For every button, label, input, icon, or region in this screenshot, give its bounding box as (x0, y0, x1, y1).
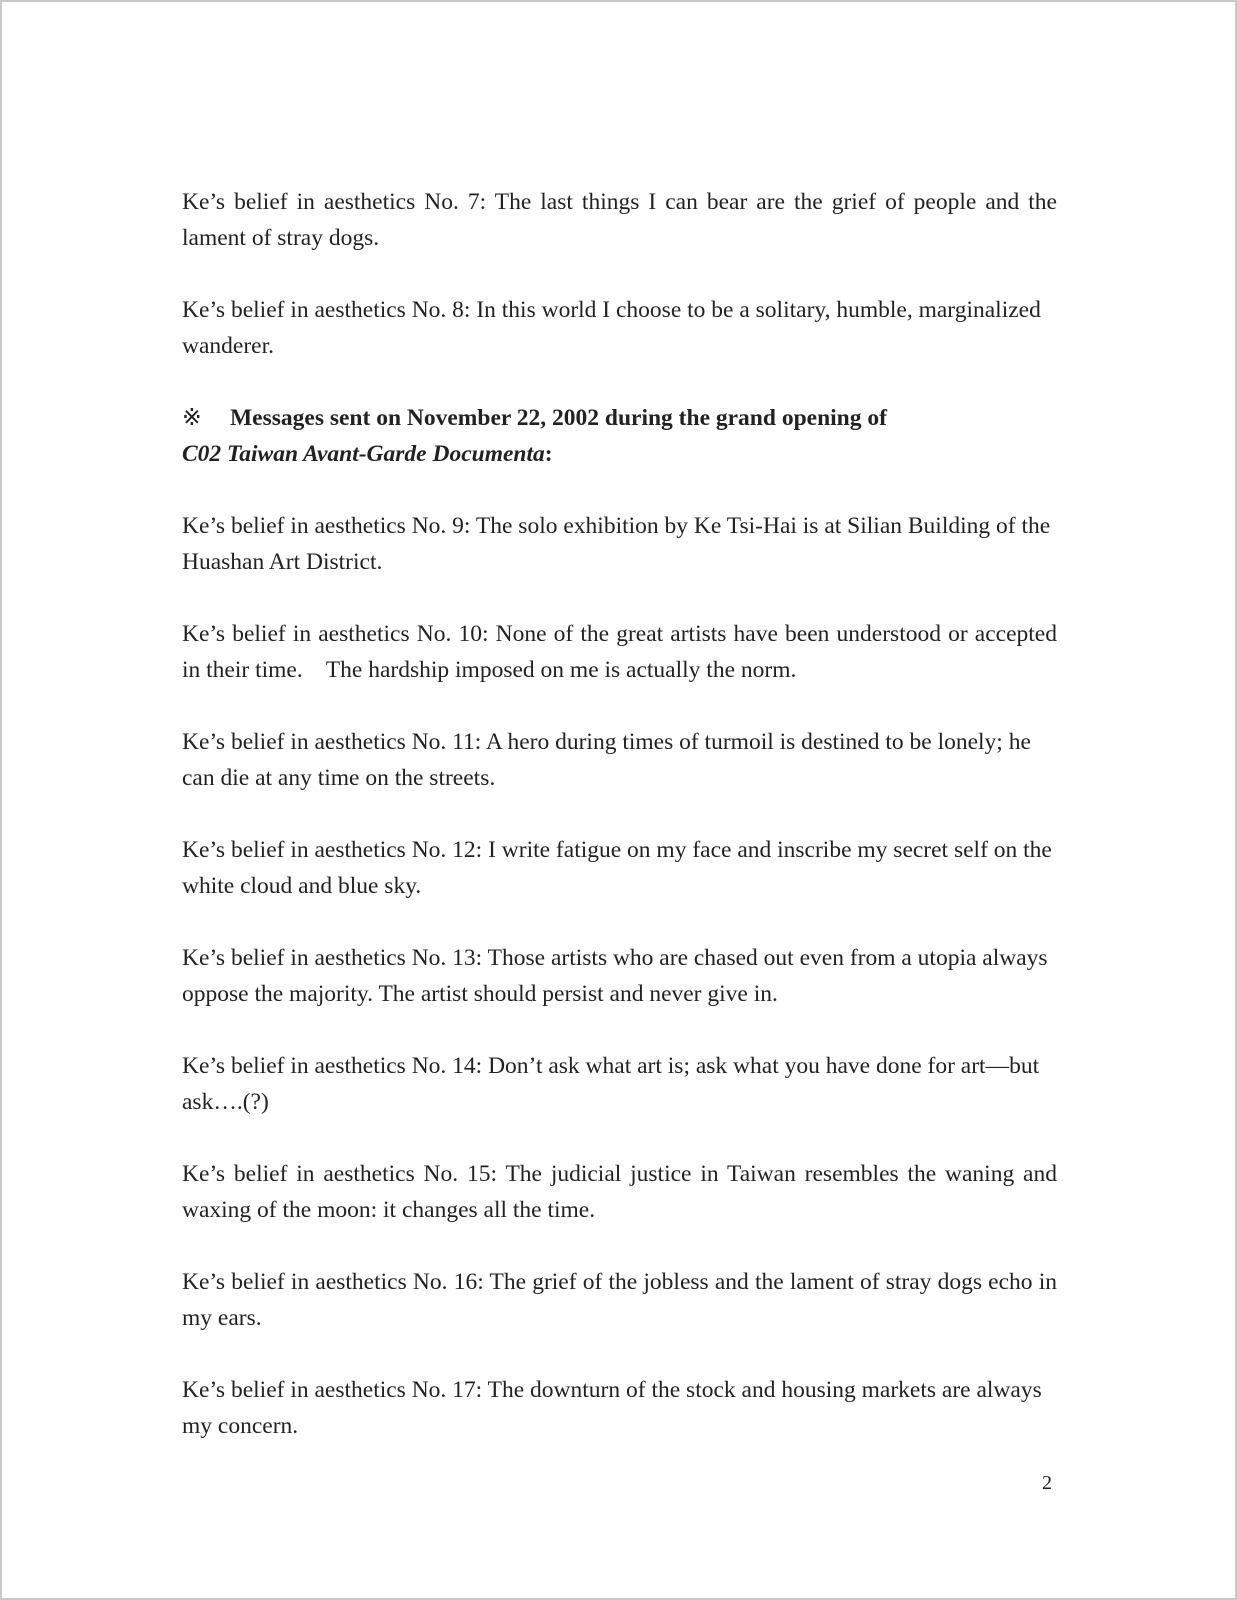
belief-paragraph-7: Ke’s belief in aesthetics No. 7: The last things I can bear are the grief of people and the lament of stray dogs. (182, 189, 1057, 251)
section-heading (182, 400, 1057, 472)
reference-mark-icon: ※ (182, 405, 202, 431)
belief-paragraph-14: Ke’s belief in aesthetics No. 14: Don’t ask what art is; ask what you have done for art—but ask….(?) (182, 1053, 1040, 1115)
belief-paragraph-13: Ke’s belief in aesthetics No. 13: Those artists who are chased out even from a utopia always oppose the majority. The artist should persist and never give in. (182, 945, 1048, 1007)
heading-colon: : (544, 441, 553, 467)
belief-paragraph-8: Ke’s belief in aesthetics No. 8: In this world I choose to be a solitary, humble, marginalized wanderer. (182, 297, 1041, 359)
belief-paragraph-15: Ke’s belief in aesthetics No. 15: The judicial justice in Taiwan resembles the waning and waxing of the moon: it changes all the time. (182, 1161, 1057, 1223)
page-content (182, 184, 1063, 1444)
heading-line-1: Messages sent on November 22, 2002 during the grand opening of (230, 405, 887, 431)
belief-paragraph-17: Ke’s belief in aesthetics No. 17: The downturn of the stock and housing markets are always my concern. (182, 1377, 1042, 1439)
exhibition-title: C02 Taiwan Avant-Garde Documenta (182, 441, 545, 467)
belief-paragraph-11: Ke’s belief in aesthetics No. 11: A hero during times of turmoil is destined to be lonely; he can die at any time on the streets. (182, 729, 1031, 791)
page-number: 2 (1042, 1472, 1052, 1494)
belief-paragraph-12: Ke’s belief in aesthetics No. 12: I write fatigue on my face and inscribe my secret self on the white cloud and blue sky. (182, 837, 1052, 899)
belief-paragraph-10: Ke’s belief in aesthetics No. 10: None of the great artists have been understood or accepted in their time. The hardship imposed on me is actually the norm. (182, 621, 1063, 683)
belief-paragraph-9: Ke’s belief in aesthetics No. 9: The solo exhibition by Ke Tsi-Hai is at Silian Building of the Huashan Art District. (182, 513, 1051, 575)
belief-paragraph-16: Ke’s belief in aesthetics No. 16: The grief of the jobless and the lament of stray dogs echo in my ears. (182, 1269, 1057, 1331)
